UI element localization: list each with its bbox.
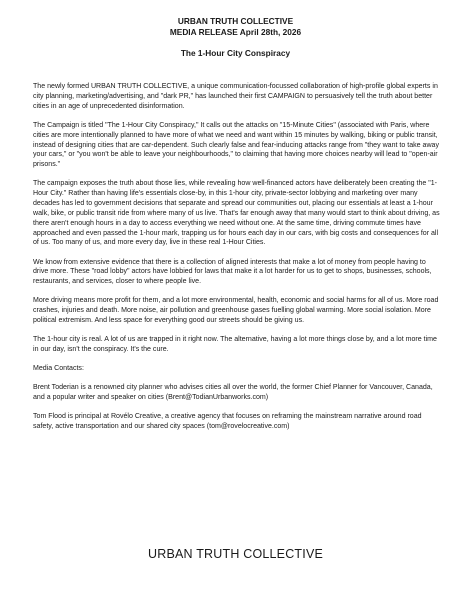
media-contacts-heading: Media Contacts:	[33, 365, 84, 373]
paragraph-exposes: The campaign exposes the truth about those lies, while revealing how well-financed actors have deliberately been creating the "1-Hour City." Rather than having life's essentials close-by, in this 1-hour city, private-sector lobbying and marketing over many decades has led to government decisions that separate and spread our communities out, placing our essentials at least a 1-hour walk, bike, or public transit ride from where many of us live. That's far enough away that many would start to think about driving, as there aren't enough hours in a day to access everything we need without one. At the same time, driving commute times have approached and even passed the 1-hour mark, trapping us for hours each day in our cars, with big costs and consequences for all of us. Too many of us, and more every day, live in these real 1-Hour Cities.	[33, 180, 440, 247]
paragraph-conclusion: The 1-hour city is real. A lot of us are trapped in it right now. The alternative, having a lot more things close by, and a lot more time in our day, isn't the conspiracy. It's the cure.	[33, 336, 437, 354]
footer-brand-logo: URBAN TRUTH COLLECTIVE	[147, 547, 324, 561]
paragraph-evidence: We know from extensive evidence that there is a collection of aligned interests that make a lot of money from people having to drive more. These "road lobby" actors have lobbied for laws that make it a lot harder for us to get to shops, businesses, schools, restaurants, and services, closer to where people live.	[33, 258, 432, 286]
release-body	[33, 82, 442, 441]
contact-brent: Brent Toderian is a renowned city planner who advises cities all over the world, the former Chief Planner for Vancouver, Canada, and a popular writer and speaker on cities (Brent@TodianUrbanworks.com)	[33, 384, 433, 402]
organization-name: URBAN TRUTH COLLECTIVE	[177, 16, 294, 26]
release-date-line: MEDIA RELEASE April 28th, 2026	[169, 27, 302, 37]
release-header	[0, 16, 471, 59]
paragraph-harms: More driving means more profit for them, and a lot more environmental, health, economic and social harms for all of us. More road crashes, injuries and death. More noise, air pollution and greenhouse gases fuelling global warming. More social isolation. More political extremism. And less space for everything good our streets should be giving us.	[33, 297, 439, 325]
paragraph-campaign: The Campaign is titled "The 1-Hour City Conspiracy," It calls out the attacks on "15-Minute Cities" (associated with Paris, where cities are more intentionally planned to have more of what we need and want within 15 minutes by walking, biking or public transit, instead of designing cities that are car-dependent. Such clearly false and fear-inducing attacks range from "they want to take away your cars," or "you won't be able to leave your neighbourhoods," to claiming that having more choices nearby will lead to "open-air prisons."	[33, 121, 439, 169]
paragraph-intro: The newly formed URBAN TRUTH COLLECTIVE, a unique communication-focussed collaboration of high-profile global experts in city planning, marketing/advertising, and "dark PR," has launched their first CAMPAIGN to persuasively tell the truth about better cities in an age of unprecedented disinformation.	[33, 83, 438, 110]
release-title: The 1-Hour City Conspiracy	[180, 48, 291, 58]
contact-tom: Tom Flood is principal at Rovélo Creative, a creative agency that focuses on reframing the mainstream narrative around road safety, active transportation and our shared city spaces (tom@rovelocreative.com)	[33, 413, 422, 431]
